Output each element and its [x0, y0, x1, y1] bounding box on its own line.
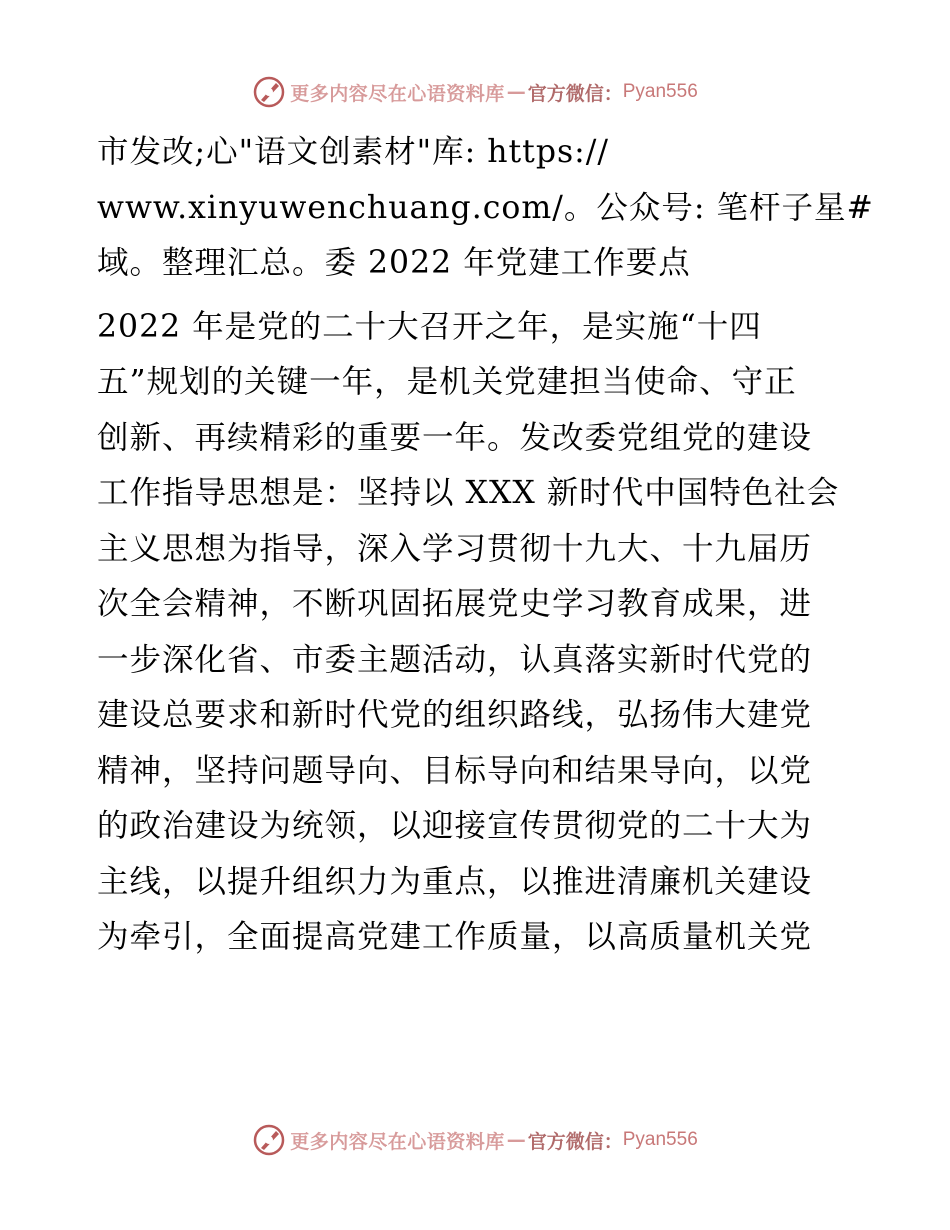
paragraph-line: 工作指导思想是：坚持以 XXX 新时代中国特色社会	[97, 475, 840, 511]
banner-separator: —	[506, 1129, 526, 1151]
pen-logo-icon	[252, 1123, 286, 1157]
banner-text: 更多内容尽在心语资料库	[290, 1130, 505, 1153]
banner-label: 官方微信：	[527, 82, 623, 105]
document-body	[97, 125, 874, 966]
paragraph-line: 主义思想为指导，深入学习贯彻十九大、十九届历	[97, 530, 813, 567]
banner-wechat-id: Pyan556	[622, 1129, 698, 1150]
paragraph-line: 为牵引，全面提高党建工作质量，以高质量机关党	[97, 919, 813, 955]
paragraph-line: 一步深化省、市委主题活动，认真落实新时代党的	[97, 641, 813, 678]
paragraph-line: 五”规划的关键一年，是机关党建担当使命、守正	[97, 364, 797, 400]
paragraph-line: 主线，以提升组织力为重点，以推进清廉机关建设	[97, 863, 813, 900]
paragraph-line: 的政治建设为统领，以迎接宣传贯彻党的二十大为	[97, 808, 813, 844]
banner-wechat-id: Pyan556	[622, 81, 698, 102]
paragraph-line: 次全会精神，不断巩固拓展党史学习教育成果，进	[97, 586, 813, 622]
footer-watermark-banner	[0, 1120, 950, 1160]
banner-label: 官方微信：	[527, 1130, 623, 1153]
paragraph-line: 2022 年是党的二十大召开之年，是实施“十四	[97, 308, 762, 345]
heading-line: www.xinyuwenchuang.com/。公众号: 笔杆子星#	[97, 189, 874, 226]
banner-separator: —	[506, 81, 526, 103]
paragraph-line: 精神，坚持问题导向、目标导向和结果导向，以党	[97, 752, 813, 789]
heading-line: 域。整理汇总。委 2022 年党建工作要点	[97, 245, 691, 281]
pen-logo-icon	[252, 75, 286, 109]
banner-text: 更多内容尽在心语资料库	[290, 82, 505, 105]
paragraph-line: 建设总要求和新时代党的组织路线，弘扬伟大建党	[97, 697, 813, 733]
heading-line: 市发改;心"语文创素材"库: https://	[97, 134, 609, 170]
header-watermark-banner	[0, 72, 950, 112]
paragraph-line: 创新、再续精彩的重要一年。发改委党组党的建设	[97, 419, 813, 456]
